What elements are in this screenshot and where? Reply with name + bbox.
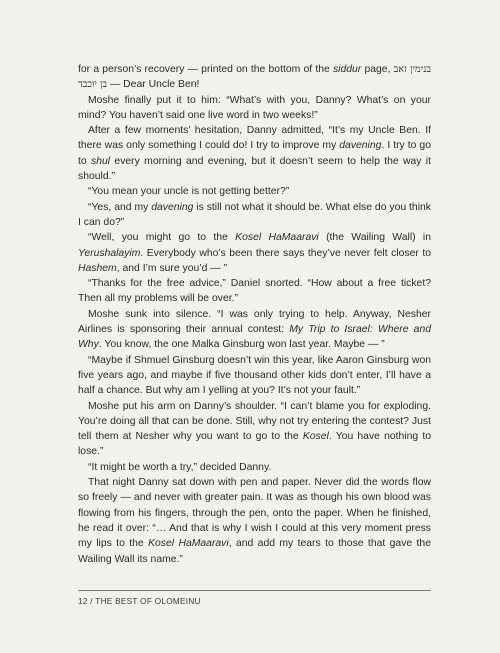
paragraph [78,62,431,93]
paragraph [78,353,431,399]
text-run: That night Danny sat down with pen and paper. Never did the words flow so freely — and never with greater pain. It was as though his own blood was flowing from his fingers, through the pen, onto the paper. When he finished, he read it over: “… And that is why I wish I could at this very moment press my lips to the [78,477,431,550]
text-run: — Dear Uncle Ben! [107,79,200,91]
footer-separator: / [87,597,96,606]
italic-term: shul [91,155,111,167]
italic-term: Kosel HaMaaravi [148,538,229,550]
italic-term: Kosel [302,431,329,443]
italic-term: Hashem [78,262,117,274]
paragraph [78,184,431,199]
paragraph [78,230,431,276]
text-run: page, [361,64,394,75]
page-footer [78,590,431,606]
text-run: for a person’s recovery — printed on the bottom of the [78,64,333,75]
text-run: “Well, you might go to the [88,232,236,244]
text-run: “Yes, and my [88,201,152,213]
text-run: . You know, the one Malka Ginsburg won last year. Maybe — ” [98,339,385,351]
text-run: every morning and evening, but it doesn’t seem to help the way it should.” [78,155,431,183]
paragraph [78,399,431,460]
paragraph [78,307,431,353]
text-run: (the Wailing Wall) in [318,232,432,244]
italic-term: Yerushalayim [78,247,141,259]
italic-term: davening [339,140,382,152]
page-body [78,62,431,567]
italic-term: Kosel HaMaaravi [235,232,319,244]
italic-term: My Trip to Israel: Where and Why [78,324,432,351]
paragraph [78,276,431,307]
paragraph [78,93,431,124]
book-title: THE BEST OF OLOMEINU [95,597,201,606]
page-number: 12 [78,597,88,606]
text-run: , and add my tears to those that gave the Wailing Wall its name.” [78,538,431,565]
italic-term: siddur [332,64,362,75]
paragraph [78,460,431,475]
text-run: . I try to go to [78,140,431,167]
text-run: . You have nothing to lose.” [78,431,431,458]
italic-term: davening [151,201,194,213]
text-run: , and I’m sure you’d — ” [116,262,228,274]
text-run: is still not what it should be. What else do you think I can do?” [78,201,431,228]
text-run: After a few moments’ hesitation, Danny admitted, “It’s my Uncle Ben. If there was only something I could do! I try to improve my [78,125,431,152]
text-run: . Everybody who’s been there says they’ve never felt closer to [140,247,431,259]
text-run: “You mean your uncle is not getting better?” [88,186,290,198]
paragraph [78,475,431,567]
paragraph [78,123,431,184]
text-run: Moshe put his arm on Danny’s shoulder. “I can’t blame you for exploding. You’re doing all that can be done. Still, why not try entering the contest? Just tell them at Nesher why you want to go to the [78,400,431,443]
text-run: Moshe sunk into silence. “I was only trying to help. Anyway, Nesher Airlines is sponsoring their annual contest: [78,308,431,336]
text-run: “Maybe if Shmuel Ginsburg doesn’t win this year, like Aaron Ginsburg won five years ago, and maybe if five thousand other kids don’t enter, I’ll have a half a chance. But why am I yelling at you? It’s not your fault.” [78,354,431,397]
paragraph [78,200,431,231]
text-run: Moshe finally put it to him: “What’s with you, Danny? What’s on your mind? You haven’t said one live word in two weeks!” [78,94,431,121]
hebrew-name: בנימין זאב בן יוכבד [78,64,431,91]
text-run: “It might be worth a try,” decided Danny. [88,461,272,473]
text-run: “Thanks for the free advice,” Daniel snorted. “How about a free ticket? Then all my problems will be over.” [78,278,431,305]
